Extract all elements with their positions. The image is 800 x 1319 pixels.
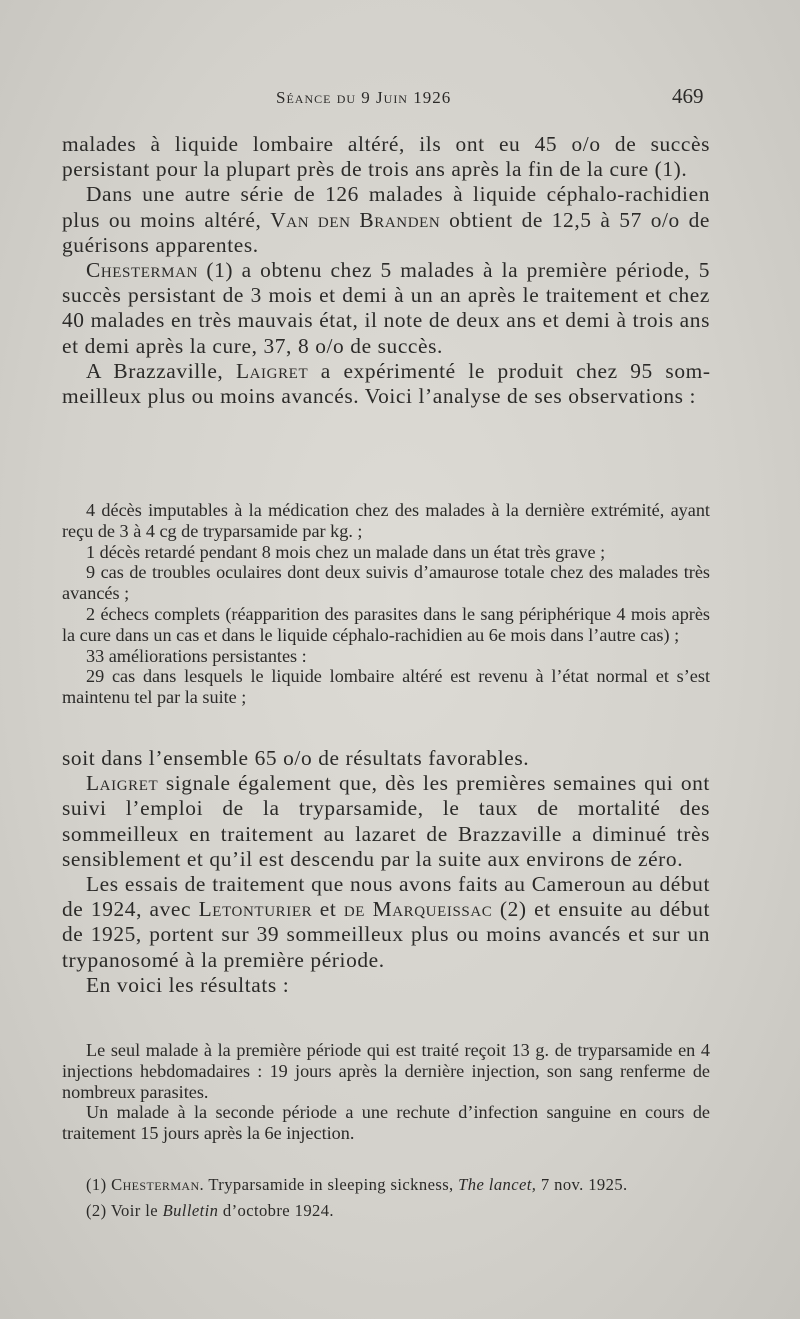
paragraph-laigret (62, 771, 710, 872)
paragraph-text: (1) a obtenu chez 5 malades à la première période, 5 succès persistant de 3 mois et demi à un an après le traitement et chez 40 malades en très mauvais état, il note de deux ans et demi à trois ans et demi après la cure, 37, 8 o/o de succès. (62, 258, 710, 358)
paragraph-van-den-branden (62, 182, 710, 258)
footnote-date: 7 nov. 1925. (540, 1175, 628, 1194)
paragraph-results-intro: En voici les résultats : (86, 972, 290, 997)
body-text-top (62, 132, 710, 409)
observations-list (62, 500, 710, 708)
author-name: Letonturier (198, 897, 313, 922)
list-item: 29 cas dans lesquels le liquide lombaire altéré est revenu à l’état normal et s’est maintenu tel par la suite ; (62, 666, 710, 708)
page-number: 469 (672, 84, 704, 108)
paragraph-text: (2) et ensuite au début de 1925, portent sur 39 sommeilleux plus ou moins avancés et sur un trypanosomé à la première période. (62, 897, 711, 972)
footnote-mark: (2) (86, 1201, 107, 1220)
journal-title: The lancet, (458, 1175, 537, 1194)
author-name: Chesterman. (111, 1175, 205, 1194)
paragraph-text: A Brazzaville, (86, 358, 224, 383)
author-name: Van den Branden (270, 207, 441, 232)
footnote-date: d’octobre 1924. (222, 1201, 334, 1220)
author-name: de Marqueissac (343, 897, 493, 922)
result-item: Le seul malade à la première période qui est traité reçoit 13 g. de tryparsamide en 4 injections hebdomadaires : 19 jours après la dernière injection, son sang renferme de nombreux parasites. (62, 1040, 710, 1102)
paragraph-text: signale également que, dès les premières semaines qui ont suivi l’emploi de la tryparsamide, le taux de mortalité des sommeilleux en traitement au lazaret de Brazzaville a diminué très sensiblement et qu’il est descendu par la suite aux environs de zéro. (62, 771, 710, 871)
body-text-middle (62, 746, 710, 998)
list-item: 1 décès retardé pendant 8 mois chez un malade dans un état très grave ; (86, 541, 606, 562)
list-item: 33 améliorations persistantes : (86, 645, 307, 666)
footnotes (62, 1172, 710, 1224)
author-name: Chesterman (86, 258, 198, 283)
paragraph-text: a expérimenté le produit chez 95 sommeilleux plus ou moins avancés. Voici l’analyse de ses observations : (62, 358, 710, 409)
list-item: 2 échecs complets (réapparition des parasites dans le sang périphérique 4 mois après la cure dans un cas et dans le liquide céphalo-rachidien au 6e mois dans l’autre cas) ; (62, 603, 710, 645)
paragraph-cameroun (62, 872, 710, 973)
footnote-1 (62, 1172, 710, 1198)
footnote-text: Voir le (110, 1201, 159, 1220)
paragraph-text: obtient de 12,5 à 57 o/o de guérisons apparentes. (62, 207, 711, 257)
paragraph-summary: soit dans l’ensemble 65 o/o de résultats favorables. (62, 746, 530, 770)
paragraph-chesterman (62, 258, 710, 359)
journal-title: Bulletin (162, 1201, 219, 1220)
footnote-text: Tryparsamide in sleeping sickness, (208, 1175, 454, 1194)
paragraph-continuation: malades à liquide lombaire altéré, ils ont eu 45 o/o de succès persistant pour la plupart près de trois ans après la fin de la cure (1). (62, 132, 710, 182)
paragraph-brazzaville (62, 359, 710, 409)
footnote-mark: (1) (86, 1175, 107, 1194)
paragraph-text: et (319, 897, 337, 922)
result-item: Un malade à la seconde période a une rechute d’infection sanguine en cours de traitement 15 jours après la 6e injection. (62, 1102, 710, 1144)
paragraph-text: Les essais de traitement que nous avons faits au Cameroun au début de 1924, avec (62, 872, 710, 922)
list-item: 9 cas de troubles oculaires dont deux suivis d’amaurose totale chez des malades très avancés ; (62, 562, 710, 604)
paragraph-text: Dans une autre série de 126 malades à liquide céphalo-rachidien plus ou moins altéré, (62, 182, 710, 232)
page-header (0, 84, 800, 114)
results-list (62, 1040, 710, 1144)
list-item: 4 décès imputables à la médication chez des malades à la dernière extrémité, ayant reçu de 3 à 4 cg de tryparsamide par kg. ; (62, 500, 710, 541)
footnote-2 (62, 1198, 710, 1224)
author-name: Laigret (86, 771, 159, 796)
running-title: Séance du 9 Juin 1926 (276, 88, 452, 107)
author-name: Laigret (235, 358, 309, 383)
